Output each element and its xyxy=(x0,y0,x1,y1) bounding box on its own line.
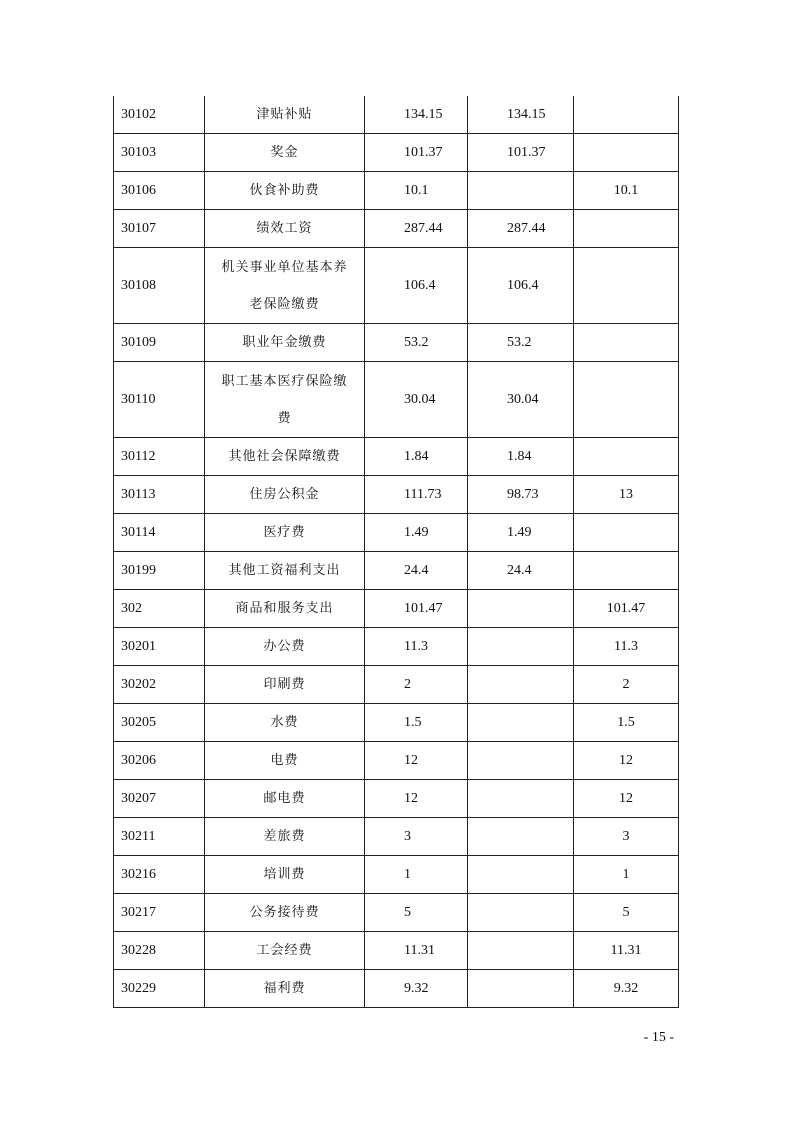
basic-expense-cell xyxy=(468,704,574,742)
table-row xyxy=(114,134,679,172)
table-row xyxy=(114,96,679,134)
total-amount-cell: 287.44 xyxy=(365,210,468,248)
total-amount-cell: 10.1 xyxy=(365,172,468,210)
table-row xyxy=(114,210,679,248)
account-code-cell: 30206 xyxy=(114,742,205,780)
basic-expense-cell: 106.4 xyxy=(468,248,574,324)
project-expense-cell: 3 xyxy=(574,818,679,856)
table-row xyxy=(114,704,679,742)
table-row xyxy=(114,438,679,476)
basic-expense-cell xyxy=(468,894,574,932)
total-amount-cell: 106.4 xyxy=(365,248,468,324)
account-code-cell: 30108 xyxy=(114,248,205,324)
total-amount-cell: 101.47 xyxy=(365,590,468,628)
account-name-cell: 职工基本医疗保险缴费 xyxy=(205,362,365,438)
project-expense-cell xyxy=(574,438,679,476)
account-name-cell: 机关事业单位基本养老保险缴费 xyxy=(205,248,365,324)
account-code-cell: 30201 xyxy=(114,628,205,666)
basic-expense-cell xyxy=(468,628,574,666)
basic-expense-cell: 101.37 xyxy=(468,134,574,172)
basic-expense-cell: 53.2 xyxy=(468,324,574,362)
account-code-cell: 302 xyxy=(114,590,205,628)
account-name-cell: 邮电费 xyxy=(205,780,365,818)
account-code-cell: 30207 xyxy=(114,780,205,818)
account-code-cell: 30205 xyxy=(114,704,205,742)
total-amount-cell: 5 xyxy=(365,894,468,932)
basic-expense-cell xyxy=(468,932,574,970)
account-name-cell: 住房公积金 xyxy=(205,476,365,514)
total-amount-cell: 12 xyxy=(365,780,468,818)
basic-expense-cell: 24.4 xyxy=(468,552,574,590)
basic-expense-cell xyxy=(468,970,574,1008)
project-expense-cell: 12 xyxy=(574,780,679,818)
account-name-cell: 伙食补助费 xyxy=(205,172,365,210)
table-row xyxy=(114,894,679,932)
table-row xyxy=(114,932,679,970)
basic-expense-cell xyxy=(468,666,574,704)
total-amount-cell: 11.31 xyxy=(365,932,468,970)
total-amount-cell: 3 xyxy=(365,818,468,856)
basic-expense-cell: 98.73 xyxy=(468,476,574,514)
total-amount-cell: 9.32 xyxy=(365,970,468,1008)
table-row xyxy=(114,172,679,210)
account-code-cell: 30110 xyxy=(114,362,205,438)
project-expense-cell xyxy=(574,514,679,552)
table-row xyxy=(114,590,679,628)
account-name-cell: 办公费 xyxy=(205,628,365,666)
account-code-cell: 30217 xyxy=(114,894,205,932)
project-expense-cell: 5 xyxy=(574,894,679,932)
total-amount-cell: 1.5 xyxy=(365,704,468,742)
table-row xyxy=(114,666,679,704)
project-expense-cell xyxy=(574,552,679,590)
account-name-cell: 公务接待费 xyxy=(205,894,365,932)
project-expense-cell xyxy=(574,134,679,172)
project-expense-cell: 12 xyxy=(574,742,679,780)
basic-expense-cell xyxy=(468,742,574,780)
account-code-cell: 30102 xyxy=(114,96,205,134)
total-amount-cell: 30.04 xyxy=(365,362,468,438)
account-name-cell: 医疗费 xyxy=(205,514,365,552)
budget-table xyxy=(113,96,679,1008)
account-name-cell: 培训费 xyxy=(205,856,365,894)
total-amount-cell: 111.73 xyxy=(365,476,468,514)
account-code-cell: 30107 xyxy=(114,210,205,248)
total-amount-cell: 11.3 xyxy=(365,628,468,666)
account-name-cell: 福利费 xyxy=(205,970,365,1008)
project-expense-cell: 11.3 xyxy=(574,628,679,666)
table-row xyxy=(114,780,679,818)
account-code-cell: 30229 xyxy=(114,970,205,1008)
project-expense-cell: 10.1 xyxy=(574,172,679,210)
account-code-cell: 30109 xyxy=(114,324,205,362)
basic-expense-cell: 30.04 xyxy=(468,362,574,438)
total-amount-cell: 1.84 xyxy=(365,438,468,476)
project-expense-cell: 1.5 xyxy=(574,704,679,742)
project-expense-cell xyxy=(574,96,679,134)
total-amount-cell: 134.15 xyxy=(365,96,468,134)
account-code-cell: 30199 xyxy=(114,552,205,590)
total-amount-cell: 12 xyxy=(365,742,468,780)
total-amount-cell: 2 xyxy=(365,666,468,704)
account-name-cell: 绩效工资 xyxy=(205,210,365,248)
account-code-cell: 30216 xyxy=(114,856,205,894)
account-name-cell: 奖金 xyxy=(205,134,365,172)
account-name-cell: 差旅费 xyxy=(205,818,365,856)
project-expense-cell xyxy=(574,248,679,324)
total-amount-cell: 101.37 xyxy=(365,134,468,172)
account-name-cell: 津贴补贴 xyxy=(205,96,365,134)
basic-expense-cell: 1.84 xyxy=(468,438,574,476)
budget-table-body xyxy=(114,96,679,1008)
project-expense-cell xyxy=(574,362,679,438)
table-row xyxy=(114,970,679,1008)
account-name-cell: 水费 xyxy=(205,704,365,742)
account-code-cell: 30114 xyxy=(114,514,205,552)
account-code-cell: 30211 xyxy=(114,818,205,856)
table-row xyxy=(114,248,679,324)
page-number: - 15 - xyxy=(643,1030,674,1045)
account-code-cell: 30106 xyxy=(114,172,205,210)
project-expense-cell: 9.32 xyxy=(574,970,679,1008)
table-row xyxy=(114,742,679,780)
basic-expense-cell xyxy=(468,856,574,894)
basic-expense-cell: 1.49 xyxy=(468,514,574,552)
account-name-cell: 职业年金缴费 xyxy=(205,324,365,362)
account-name-cell: 其他社会保障缴费 xyxy=(205,438,365,476)
project-expense-cell: 11.31 xyxy=(574,932,679,970)
basic-expense-cell xyxy=(468,818,574,856)
project-expense-cell: 1 xyxy=(574,856,679,894)
account-name-cell: 电费 xyxy=(205,742,365,780)
table-row xyxy=(114,628,679,666)
table-row xyxy=(114,856,679,894)
table-row xyxy=(114,818,679,856)
basic-expense-cell: 287.44 xyxy=(468,210,574,248)
basic-expense-cell: 134.15 xyxy=(468,96,574,134)
table-row xyxy=(114,476,679,514)
total-amount-cell: 1.49 xyxy=(365,514,468,552)
total-amount-cell: 53.2 xyxy=(365,324,468,362)
project-expense-cell: 2 xyxy=(574,666,679,704)
basic-expense-cell xyxy=(468,590,574,628)
account-name-cell: 商品和服务支出 xyxy=(205,590,365,628)
account-name-cell: 印刷费 xyxy=(205,666,365,704)
project-expense-cell xyxy=(574,210,679,248)
project-expense-cell: 101.47 xyxy=(574,590,679,628)
project-expense-cell xyxy=(574,324,679,362)
account-code-cell: 30228 xyxy=(114,932,205,970)
account-name-cell: 工会经费 xyxy=(205,932,365,970)
account-code-cell: 30202 xyxy=(114,666,205,704)
table-row xyxy=(114,552,679,590)
table-row xyxy=(114,514,679,552)
account-code-cell: 30103 xyxy=(114,134,205,172)
table-row xyxy=(114,362,679,438)
basic-expense-cell xyxy=(468,780,574,818)
account-code-cell: 30113 xyxy=(114,476,205,514)
table-row xyxy=(114,324,679,362)
project-expense-cell: 13 xyxy=(574,476,679,514)
account-code-cell: 30112 xyxy=(114,438,205,476)
basic-expense-cell xyxy=(468,172,574,210)
account-name-cell: 其他工资福利支出 xyxy=(205,552,365,590)
total-amount-cell: 1 xyxy=(365,856,468,894)
total-amount-cell: 24.4 xyxy=(365,552,468,590)
